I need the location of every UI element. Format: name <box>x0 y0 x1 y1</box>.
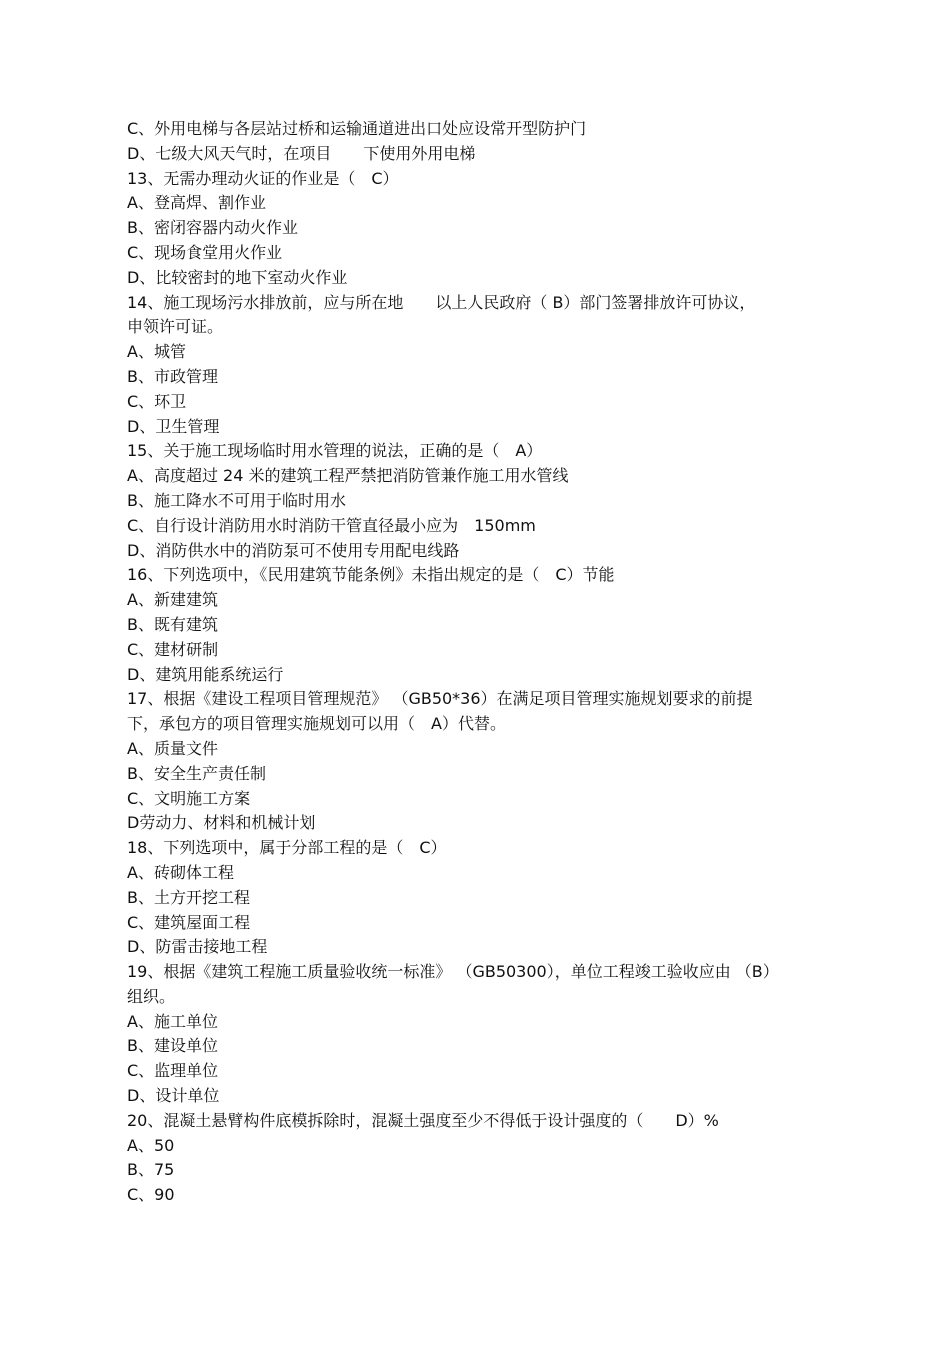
text-line: A、城管 <box>127 342 186 362</box>
text-line: 组织。 <box>127 986 176 1006</box>
text-line: C、建材研制 <box>127 639 219 659</box>
text-line: 13、无需办理动火证的作业是（ C） <box>127 168 399 188</box>
text-line: C、自行设计消防用水时消防干管直径最小应为 150mm <box>127 515 536 535</box>
text-line: B、土方开挖工程 <box>127 887 250 907</box>
text-line: D、卫生管理 <box>127 416 220 436</box>
text-line: D、防雷击接地工程 <box>127 937 268 957</box>
text-line: B、建设单位 <box>127 1036 218 1056</box>
text-line: 17、根据《建设工程项目管理规范》 （GB50*36）在满足项目管理实施规划要求的前提 <box>127 689 753 709</box>
text-line: D、消防供水中的消防泵可不使用专用配电线路 <box>127 540 460 560</box>
text-line: 16、下列选项中，《民用建筑节能条例》未指出规定的是（ C）节能 <box>127 565 615 585</box>
text-line: A、高度超过 24 米的建筑工程严禁把消防管兼作施工用水管线 <box>127 466 569 486</box>
text-line: B、75 <box>127 1160 175 1180</box>
text-line: A、新建建筑 <box>127 590 218 610</box>
text-line: A、登高焊、割作业 <box>127 193 266 213</box>
text-line: 19、根据《建筑工程施工质量验收统一标准》 （GB50300），单位工程竣工验收应由 （B） <box>127 962 779 982</box>
text-line: C、90 <box>127 1185 175 1205</box>
text-line: C、文明施工方案 <box>127 788 251 808</box>
text-line: 18、下列选项中，属于分部工程的是（ C） <box>127 838 447 858</box>
text-line: D劳动力、材料和机械计划 <box>127 813 316 833</box>
text-line: 下，承包方的项目管理实施规划可以用（ A）代替。 <box>127 714 506 734</box>
text-line: A、50 <box>127 1135 175 1155</box>
text-line: B、施工降水不可用于临时用水 <box>127 490 346 510</box>
text-line: D、比较密封的地下室动火作业 <box>127 267 348 287</box>
text-line: B、市政管理 <box>127 366 218 386</box>
text-line: A、质量文件 <box>127 738 218 758</box>
text-line: B、安全生产责任制 <box>127 763 266 783</box>
text-line: C、环卫 <box>127 391 187 411</box>
text-line: D、设计单位 <box>127 1086 220 1106</box>
text-line: C、现场食堂用火作业 <box>127 242 283 262</box>
text-line: 20、混凝土悬臂构件底模拆除时，混凝土强度至少不得低于设计强度的（ D）% <box>127 1110 719 1130</box>
text-line: A、砖砌体工程 <box>127 862 234 882</box>
text-line: B、密闭容器内动火作业 <box>127 218 298 238</box>
text-line: D、七级大风天气时，在项目 下使用外用电梯 <box>127 143 476 163</box>
text-line: B、既有建筑 <box>127 614 218 634</box>
text-line: 14、施工现场污水排放前，应与所在地 以上人民政府（ B）部门签署排放许可协议， <box>127 292 756 312</box>
text-line: 15、关于施工现场临时用水管理的说法，正确的是（ A） <box>127 441 543 461</box>
text-line: 申领许可证。 <box>127 317 224 337</box>
text-line: A、施工单位 <box>127 1011 218 1031</box>
text-line: C、外用电梯与各层站过桥和运输通道进出口处应设常开型防护门 <box>127 119 587 138</box>
text-line: C、监理单位 <box>127 1061 219 1081</box>
document-body <box>127 117 847 1208</box>
text-line: C、建筑屋面工程 <box>127 912 251 932</box>
text-line: D、建筑用能系统运行 <box>127 664 284 684</box>
